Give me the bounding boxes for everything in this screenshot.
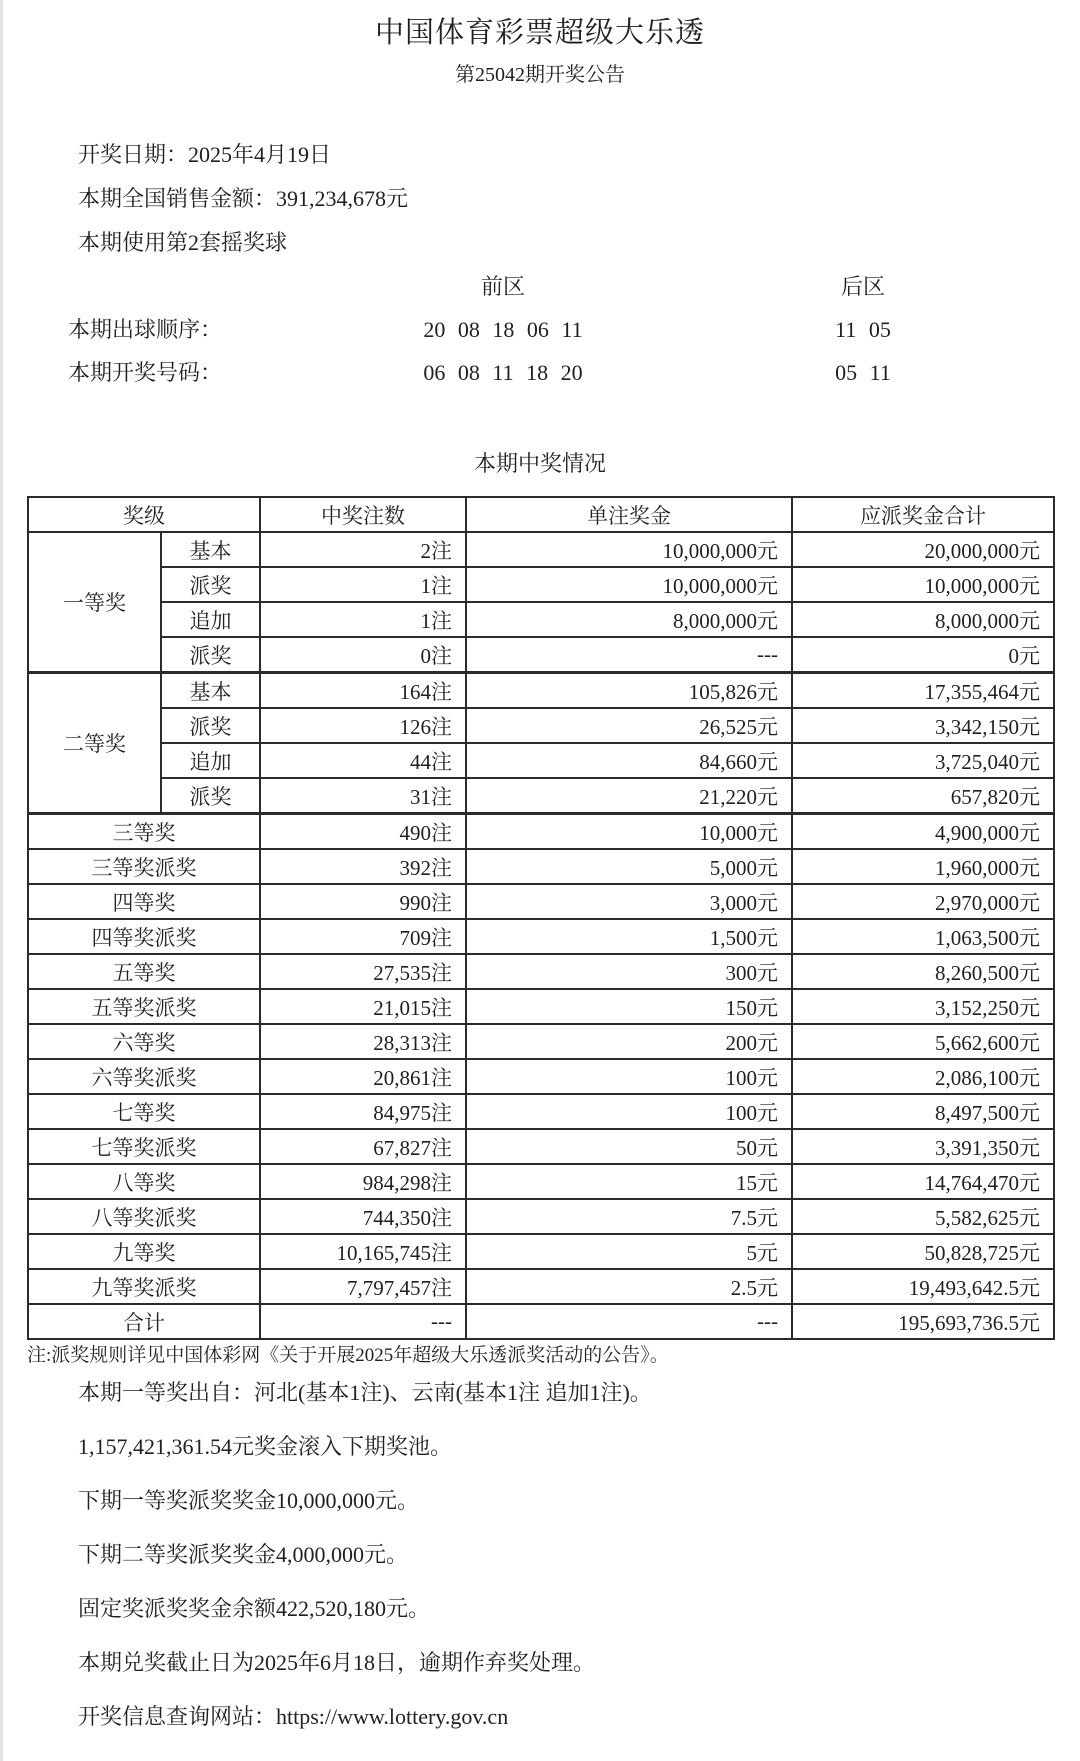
- single-prize: 10,000,000元: [466, 532, 792, 567]
- table-row: [28, 814, 1054, 850]
- table-row: [28, 849, 1054, 884]
- table-row: [28, 532, 1054, 567]
- tier-name: 五等奖: [28, 954, 260, 989]
- front-zone-label: 前区: [480, 274, 525, 299]
- subtype-label: 基本: [161, 673, 260, 709]
- total-payout: 8,000,000元: [792, 602, 1054, 637]
- bet-count: 990注: [260, 884, 466, 919]
- draw-info-block: [78, 142, 1080, 256]
- bet-count: 0注: [260, 637, 466, 673]
- total-payout: 1,063,500元: [792, 919, 1054, 954]
- single-prize: 5,000元: [466, 849, 792, 884]
- tier-name: 八等奖: [28, 1164, 260, 1199]
- single-prize: 100元: [466, 1094, 792, 1129]
- bet-count: 392注: [260, 849, 466, 884]
- tier-second-prize: 二等奖: [28, 673, 161, 814]
- single-prize: 21,220元: [466, 778, 792, 814]
- col-header-total-payout: 应派奖金合计: [792, 497, 1054, 532]
- single-prize: 15元: [466, 1164, 792, 1199]
- next-first-prize-bonus: 下期一等奖派奖奖金10,000,000元。: [78, 1488, 420, 1513]
- bet-count: ---: [260, 1304, 466, 1339]
- claim-deadline: 本期兑奖截止日为2025年6月18日，逾期作弃奖处理。: [78, 1650, 596, 1675]
- single-prize: 105,826元: [466, 673, 792, 709]
- prize-section-title: 本期中奖情况: [473, 451, 606, 476]
- ball-set-used: 本期使用第2套摇奖球: [78, 230, 288, 255]
- total-payout: 3,725,040元: [792, 743, 1054, 778]
- single-prize: 3,000元: [466, 884, 792, 919]
- single-prize: 200元: [466, 1024, 792, 1059]
- bet-count: 84,975注: [260, 1094, 466, 1129]
- total-payout: 14,764,470元: [792, 1164, 1054, 1199]
- bet-count: 31注: [260, 778, 466, 814]
- table-row: [28, 637, 1054, 673]
- col-header-single-prize: 单注奖金: [466, 497, 792, 532]
- tier-name: 六等奖派奖: [28, 1059, 260, 1094]
- table-row: [28, 708, 1054, 743]
- page-title: 中国体育彩票超级大乐透: [374, 17, 705, 49]
- bet-count: 21,015注: [260, 989, 466, 1024]
- single-prize: 10,000元: [466, 814, 792, 850]
- table-row: [28, 1024, 1054, 1059]
- single-prize: ---: [466, 637, 792, 673]
- single-prize: ---: [466, 1304, 792, 1339]
- draw-order-front-numbers: 20 08 18 06 11: [423, 317, 583, 342]
- total-payout: 8,497,500元: [792, 1094, 1054, 1129]
- table-row: [28, 602, 1054, 637]
- subtype-label: 追加: [161, 743, 260, 778]
- single-prize: 7.5元: [466, 1199, 792, 1234]
- bet-count: 27,535注: [260, 954, 466, 989]
- total-payout: 2,086,100元: [792, 1059, 1054, 1094]
- bet-count: 984,298注: [260, 1164, 466, 1199]
- tier-name: 九等奖: [28, 1234, 260, 1269]
- table-row: [28, 567, 1054, 602]
- single-prize: 50元: [466, 1129, 792, 1164]
- single-prize: 10,000,000元: [466, 567, 792, 602]
- table-row: [28, 673, 1054, 709]
- single-prize: 100元: [466, 1059, 792, 1094]
- bet-count: 7,797,457注: [260, 1269, 466, 1304]
- total-payout: 50,828,725元: [792, 1234, 1054, 1269]
- single-prize: 150元: [466, 989, 792, 1024]
- total-payout: 195,693,736.5元: [792, 1304, 1054, 1339]
- bonus-rules-note: 注:派奖规则详见中国体彩网《关于开展2025年超级大乐透派奖活动的公告》。: [27, 1345, 669, 1366]
- draw-date: 开奖日期：2025年4月19日: [78, 142, 332, 167]
- table-row: [28, 989, 1054, 1024]
- tier-name: 七等奖派奖: [28, 1129, 260, 1164]
- tier-name: 五等奖派奖: [28, 989, 260, 1024]
- next-second-prize-bonus: 下期二等奖派奖奖金4,000,000元。: [78, 1542, 409, 1567]
- subtype-label: 派奖: [161, 708, 260, 743]
- total-payout: 1,960,000元: [792, 849, 1054, 884]
- total-payout: 3,342,150元: [792, 708, 1054, 743]
- issue-subtitle: 第25042期开奖公告: [455, 64, 625, 86]
- total-payout: 3,391,350元: [792, 1129, 1054, 1164]
- tier-name: 六等奖: [28, 1024, 260, 1059]
- total-payout: 5,662,600元: [792, 1024, 1054, 1059]
- bet-count: 28,313注: [260, 1024, 466, 1059]
- bet-count: 709注: [260, 919, 466, 954]
- winning-back-numbers: 05 11: [835, 360, 891, 385]
- single-prize: 84,660元: [466, 743, 792, 778]
- total-row-label: 合计: [28, 1304, 260, 1339]
- prize-table: [27, 496, 1055, 1340]
- winning-numbers-section: [68, 274, 1080, 386]
- total-payout: 20,000,000元: [792, 532, 1054, 567]
- bet-count: 20,861注: [260, 1059, 466, 1094]
- table-row: [28, 778, 1054, 814]
- col-header-prize-tier: 奖级: [28, 497, 260, 532]
- first-prize-origin: 本期一等奖出自：河北(基本1注)、云南(基本1注 追加1注)。: [78, 1380, 652, 1405]
- tier-name: 七等奖: [28, 1094, 260, 1129]
- total-payout: 2,970,000元: [792, 884, 1054, 919]
- total-payout: 17,355,464元: [792, 673, 1054, 709]
- subtype-label: 基本: [161, 532, 260, 567]
- tier-name: 三等奖: [28, 814, 260, 850]
- single-prize: 2.5元: [466, 1269, 792, 1304]
- bet-count: 126注: [260, 708, 466, 743]
- total-payout: 10,000,000元: [792, 567, 1054, 602]
- single-prize: 1,500元: [466, 919, 792, 954]
- bet-count: 744,350注: [260, 1199, 466, 1234]
- bet-count: 164注: [260, 673, 466, 709]
- table-row: [28, 1269, 1054, 1304]
- table-row: [28, 919, 1054, 954]
- draw-order-back-numbers: 11 05: [835, 317, 891, 342]
- zone-header-spacer: [68, 274, 308, 300]
- subtype-label: 派奖: [161, 567, 260, 602]
- bet-count: 44注: [260, 743, 466, 778]
- table-row: [28, 1234, 1054, 1269]
- bet-count: 1注: [260, 602, 466, 637]
- table-row-total: [28, 1304, 1054, 1339]
- tier-name: 八等奖派奖: [28, 1199, 260, 1234]
- winning-numbers-label: 本期开奖号码：: [68, 360, 223, 385]
- table-row: [28, 1129, 1054, 1164]
- subtype-label: 派奖: [161, 637, 260, 673]
- table-header-row: [28, 497, 1054, 532]
- subtype-label: 追加: [161, 602, 260, 637]
- table-row: [28, 954, 1054, 989]
- tier-name: 三等奖派奖: [28, 849, 260, 884]
- single-prize: 300元: [466, 954, 792, 989]
- table-row: [28, 743, 1054, 778]
- total-payout: 3,152,250元: [792, 989, 1054, 1024]
- fixed-prize-bonus-balance: 固定奖派奖奖金余额422,520,180元。: [78, 1596, 431, 1621]
- table-row: [28, 1199, 1054, 1234]
- bet-count: 1注: [260, 567, 466, 602]
- single-prize: 8,000,000元: [466, 602, 792, 637]
- tier-name: 九等奖派奖: [28, 1269, 260, 1304]
- tier-name: 四等奖派奖: [28, 919, 260, 954]
- footer-notes: [78, 1380, 1080, 1730]
- winning-front-numbers: 06 08 11 18 20: [423, 360, 583, 385]
- total-payout: 19,493,642.5元: [792, 1269, 1054, 1304]
- draw-order-label: 本期出球顺序：: [68, 317, 223, 342]
- single-prize: 5元: [466, 1234, 792, 1269]
- bet-count: 2注: [260, 532, 466, 567]
- total-payout: 8,260,500元: [792, 954, 1054, 989]
- tier-name: 四等奖: [28, 884, 260, 919]
- subtype-label: 派奖: [161, 778, 260, 814]
- bet-count: 10,165,745注: [260, 1234, 466, 1269]
- col-header-winning-bets: 中奖注数: [260, 497, 466, 532]
- single-prize: 26,525元: [466, 708, 792, 743]
- tier-first-prize: 一等奖: [28, 532, 161, 673]
- bet-count: 67,827注: [260, 1129, 466, 1164]
- total-payout: 657,820元: [792, 778, 1054, 814]
- table-row: [28, 1059, 1054, 1094]
- official-website: 开奖信息查询网站：https://www.lottery.gov.cn: [78, 1704, 509, 1729]
- table-row: [28, 1094, 1054, 1129]
- back-zone-label: 后区: [840, 274, 885, 299]
- total-payout: 4,900,000元: [792, 814, 1054, 850]
- table-row: [28, 884, 1054, 919]
- table-row: [28, 1164, 1054, 1199]
- total-payout: 5,582,625元: [792, 1199, 1054, 1234]
- total-payout: 0元: [792, 637, 1054, 673]
- jackpot-rollover: 1,157,421,361.54元奖金滚入下期奖池。: [78, 1434, 453, 1459]
- national-sales-amount: 本期全国销售金额：391,234,678元: [78, 186, 409, 211]
- bet-count: 490注: [260, 814, 466, 850]
